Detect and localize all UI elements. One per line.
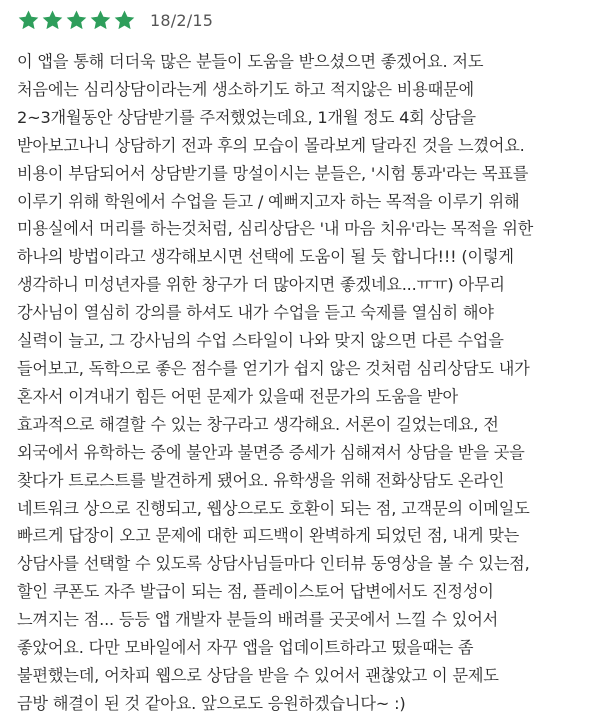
review-text-line: 효과적으로 해결할 수 있는 창구라고 생각해요. 서론이 길었는데요, 전 bbox=[17, 414, 499, 434]
review-text-line: 실력이 늘고, 그 강사님의 수업 스타일이 나와 맞지 않으면 다른 수업을 bbox=[17, 331, 504, 351]
review-text-line: 네트워크 상으로 진행되고, 웹상으로도 호환이 되는 점, 고객문의 이메일도 bbox=[17, 498, 530, 518]
star-filled-icon bbox=[89, 9, 112, 31]
review-text-line: 미용실에서 머리를 하는것처럼, 심리상담은 '내 마음 치유'라는 목적을 위한 bbox=[17, 219, 534, 239]
review-text-line: 비용이 부담되어서 상담받기를 망설이시는 분들은, '시험 통과'라는 목표를 bbox=[17, 163, 529, 183]
star-filled-icon bbox=[41, 9, 64, 31]
review-text-line: 강사님이 열심히 강의를 하셔도 내가 수업을 듣고 숙제를 열심히 해야 bbox=[17, 303, 494, 323]
review-text-line: 하나의 방법이라고 생각해보시면 선택에 도움이 될 듯 합니다!!! (이렇게 bbox=[17, 247, 514, 267]
star-filled-icon bbox=[113, 9, 136, 31]
review-text-line: 빠르게 답장이 오고 문제에 대한 피드백이 완벽하게 되었던 점, 내게 맞는 bbox=[17, 526, 520, 546]
star-filled-icon bbox=[17, 9, 40, 31]
review-text-line: 불편했는데, 어차피 웹으로 상담을 받을 수 있어서 괜찮았고 이 문제도 bbox=[17, 665, 499, 685]
review-text-line: 이루기 위해 학원에서 수업을 듣고 / 예뻐지고자 하는 목적을 이루기 위해 bbox=[17, 191, 520, 211]
review-header bbox=[17, 8, 589, 32]
review-text-line: 외국에서 유학하는 중에 불안과 불면증 증세가 심해져서 상담을 받을 곳을 bbox=[17, 442, 525, 462]
review-text-line: 찾다가 트로스트를 발견하게 됐어요. 유학생을 위해 전화상담도 온라인 bbox=[17, 470, 505, 490]
star-filled-icon bbox=[65, 9, 88, 31]
review-text-line: 좋았어요. 다만 모바일에서 자꾸 앱을 업데이트하라고 떴을때는 좀 bbox=[17, 638, 474, 658]
review-text-line: 처음에는 심리상담이라는게 생소하기도 하고 적지않은 비용때문에 bbox=[17, 79, 474, 99]
review-text-line: 할인 쿠폰도 자주 발급이 되는 점, 플레이스토어 답변에서도 진정성이 bbox=[17, 582, 494, 602]
star-rating bbox=[17, 9, 136, 31]
review-text-line: 2~3개월동안 상담받기를 주저했었는데요, 1개월 정도 4회 상담을 bbox=[17, 107, 476, 127]
review-date: 18/2/15 bbox=[150, 10, 214, 30]
review-text-line: 상담사를 선택할 수 있도록 상담사님들마다 인터뷰 동영상을 볼 수 있는점, bbox=[17, 554, 530, 574]
review-text-line: 느껴지는 점... 등등 앱 개발자 분들의 배려를 곳곳에서 느낄 수 있어서 bbox=[17, 610, 499, 630]
review-text bbox=[17, 48, 589, 718]
review-text-line: 들어보고, 독학으로 좋은 점수를 얻기가 쉽지 않은 것처럼 심리상담도 내가 bbox=[17, 358, 530, 378]
review-text-line: 이 앱을 통해 더더욱 많은 분들이 도움을 받으셨으면 좋겠어요. 저도 bbox=[17, 52, 484, 71]
review-text-line: 혼자서 이겨내기 힘든 어떤 문제가 있을때 전문가의 도움을 받아 bbox=[17, 386, 458, 406]
review-text-line: 받아보고나니 상담하기 전과 후의 모습이 몰라보게 달라진 것을 느꼈어요. bbox=[17, 135, 525, 155]
review-text-line: 금방 해결이 된 것 같아요. 앞으로도 응원하겠습니다~ :) bbox=[17, 693, 406, 713]
review-text-line: 생각하니 미성년자를 위한 창구가 더 많아지면 좋겠네요...ㅠㅠ) 아무리 bbox=[17, 275, 505, 295]
